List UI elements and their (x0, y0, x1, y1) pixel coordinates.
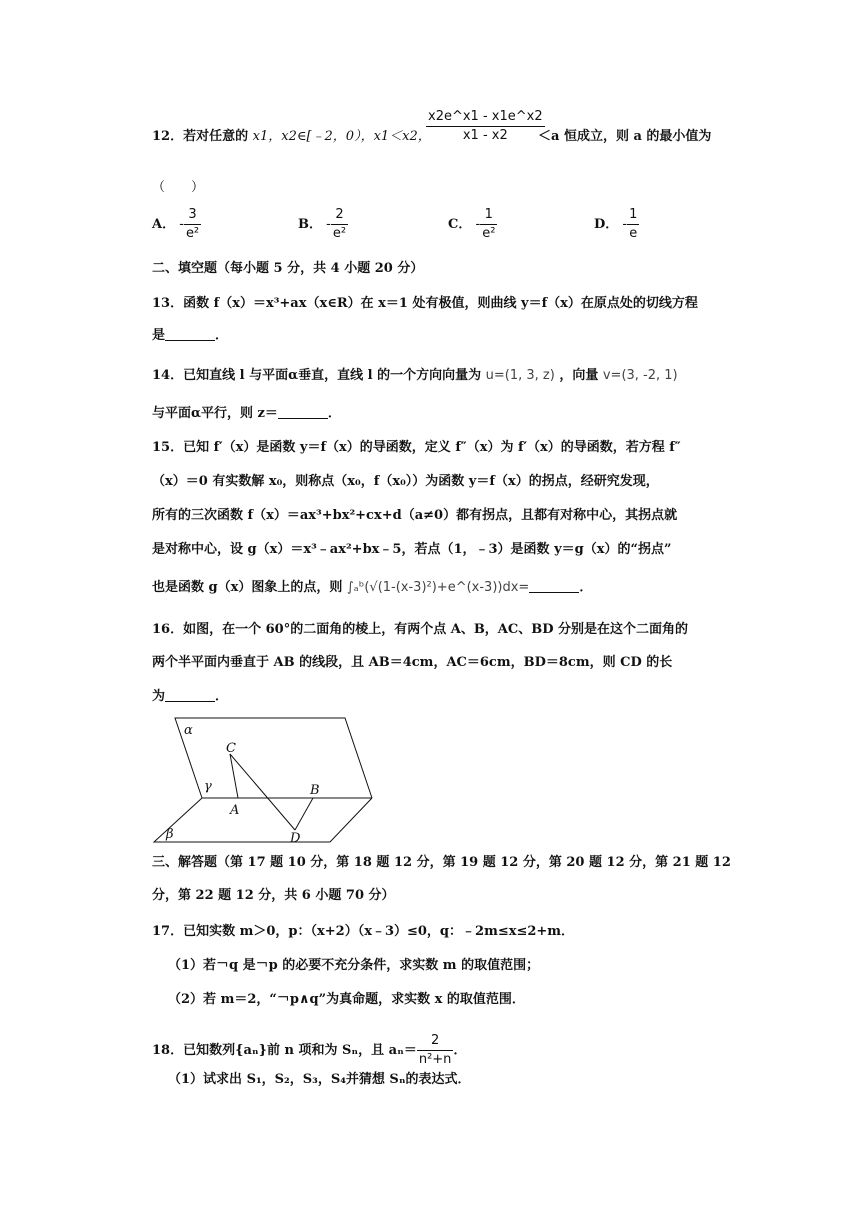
q16-line3-text: 为 (152, 689, 166, 704)
q12-number: 12． (152, 129, 184, 144)
q18-frac-num: 2 (417, 1032, 454, 1051)
q15-line5-b: ． (579, 580, 593, 595)
option-fraction (627, 206, 639, 243)
option-label: D． (594, 217, 619, 232)
option-num: 1 (627, 206, 639, 225)
option-sign: - (475, 217, 481, 232)
q12-option-b[interactable] (298, 206, 348, 243)
option-sign: - (622, 217, 628, 232)
segment-bd (295, 798, 313, 830)
q12-stem-b (538, 127, 711, 147)
segment-cd (230, 754, 295, 830)
q13-line2: 是 ． (152, 328, 229, 343)
option-label: B． (298, 217, 322, 232)
option-fraction (184, 206, 201, 243)
option-sign: - (326, 217, 331, 232)
option-den: e (629, 226, 638, 241)
segment-ac (230, 754, 238, 798)
q15-line5 (152, 578, 592, 598)
q18-frac-den: n²+n (418, 1052, 452, 1067)
q15-line3: 所有的三次函数 f（x）＝ax³+bx²+cx+d（a≠0）都有拐点，且都有对称中心，其拐点就 (152, 508, 678, 523)
option-den: e² (185, 226, 200, 241)
q12-frac-num: x2e^x1 - x1e^x2 (426, 108, 545, 127)
q12-paren (152, 178, 204, 198)
option-num: 2 (331, 206, 348, 225)
q12-vars: x1，x2∈[﹣2，0），x1＜x2， (252, 129, 431, 144)
q14-vector-v: v=(3, -2, 1) (602, 368, 678, 383)
q13-line2-text: 是 (152, 328, 166, 343)
q17-part2: （2）若 m＝2，“￢p∧q”为真命题，求实数 x 的取值范围． (168, 992, 525, 1007)
label-b: B (310, 783, 320, 798)
q12-stem (152, 127, 431, 147)
q12-option-d[interactable] (594, 206, 639, 243)
q18-part1: （1）试求出 S₁，S₂，S₃，S₄并猜想 Sₙ的表达式． (168, 1072, 471, 1087)
q16-line2: 两个半平面内垂直于 AB 的线段，且 AB＝4cm，AC＝6cm，BD＝8cm，则 CD 的长 (152, 655, 673, 670)
option-fraction (331, 206, 348, 243)
q17-part1: （1）若￢q 是￢p 的必要不充分条件，求实数 m 的取值范围； (168, 958, 540, 973)
dihedral-angle-figure (150, 712, 380, 846)
plane-beta-outline (154, 798, 372, 842)
option-den: e² (482, 226, 496, 241)
q14-line1-a: 14．已知直线 l 与平面α垂直，直线 l 的一个方向向量为 (152, 368, 482, 383)
q14-line2: 与平面α平行，则 z＝ ． (152, 406, 341, 421)
q14-line1 (152, 366, 678, 386)
option-sign: - (179, 217, 184, 232)
q16-answer-blank[interactable] (165, 688, 215, 702)
section-3-heading-line1: 三、解答题（第 17 题 10 分，第 18 题 12 分，第 19 题 12 分，第 20 题 12 分，第 21 题 12 (152, 855, 731, 870)
q12-fraction (426, 108, 545, 145)
label-gamma: γ (204, 779, 212, 794)
option-label: C． (448, 217, 472, 232)
q18-fraction (417, 1032, 454, 1069)
q18-line1-a: 18．已知数列{aₙ}前 n 项和为 Sₙ，且 aₙ＝ (152, 1043, 417, 1058)
label-d: D (290, 831, 301, 846)
option-fraction (480, 206, 497, 243)
label-beta: β (166, 827, 174, 842)
q15-line2: （x）＝0 有实数解 x₀，则称点（x₀，f（x₀））为函数 y＝f（x）的拐点，经研究发现， (152, 474, 659, 489)
q12-stem-a: 若对任意的 (183, 129, 249, 144)
q18-line1-b: ． (453, 1043, 467, 1058)
q13-line1: 13．函数 f（x）＝x³+ax（x∈R）在 x＝1 处有极值，则曲线 y＝f（x）在原点处的切线方程 (152, 296, 698, 311)
section-2-heading: 二、填空题（每小题 5 分，共 4 小题 20 分） (152, 261, 424, 276)
q17-line1: 17．已知实数 m＞0，p：（x+2）（x﹣3）≤0，q：﹣2m≤x≤2+m． (152, 924, 575, 939)
option-num: 1 (480, 206, 497, 225)
q12-option-c[interactable] (448, 206, 497, 243)
q14-line1-b: ，向量 (559, 368, 599, 383)
option-num: 3 (184, 206, 201, 225)
q18-line1 (152, 1032, 466, 1069)
q13-answer-blank[interactable] (165, 327, 215, 341)
q12-frac-den: x1 - x2 (462, 128, 508, 143)
q14-answer-blank[interactable] (278, 405, 328, 419)
q14-line2-text: 与平面α平行，则 z＝ (152, 406, 278, 421)
label-alpha: α (184, 723, 193, 738)
q15-answer-blank[interactable] (529, 579, 579, 593)
q16-line1: 16．如图，在一个 60°的二面角的棱上，有两个点 A、B，AC、BD 分别是在这个二面角的 (152, 622, 689, 637)
option-den: e² (332, 226, 347, 241)
q15-integral: ∫ₐᵇ(√(1-(x-3)²)+e^(x-3))dx= (346, 580, 530, 595)
q15-line4: 是对称中心，设 g（x）＝x³﹣ax²+bx﹣5，若点（1，﹣3）是函数 y＝g（x）的“拐点” (152, 542, 672, 557)
q15-line1: 15．已知 f′（x）是函数 y＝f（x）的导函数，定义 f″（x）为 f′（x）的导函数，若方程 f″ (152, 440, 681, 455)
label-c: C (226, 741, 236, 756)
q14-vector-u: u=(1, 3, z) (485, 368, 555, 383)
section-3-heading-line2: 分，第 22 题 12 分，共 6 小题 70 分） (152, 888, 395, 903)
q12-paren-text: （ ） (152, 180, 205, 195)
q12-stem-b-text: ＜a 恒成立，则 a 的最小值为 (538, 129, 712, 144)
label-a: A (230, 803, 240, 818)
q12-option-a[interactable] (152, 206, 201, 243)
option-label: A． (152, 217, 176, 232)
q16-line3: 为 ． (152, 689, 229, 704)
q15-line5-a: 也是函数 g（x）图象上的点，则 (152, 580, 343, 595)
